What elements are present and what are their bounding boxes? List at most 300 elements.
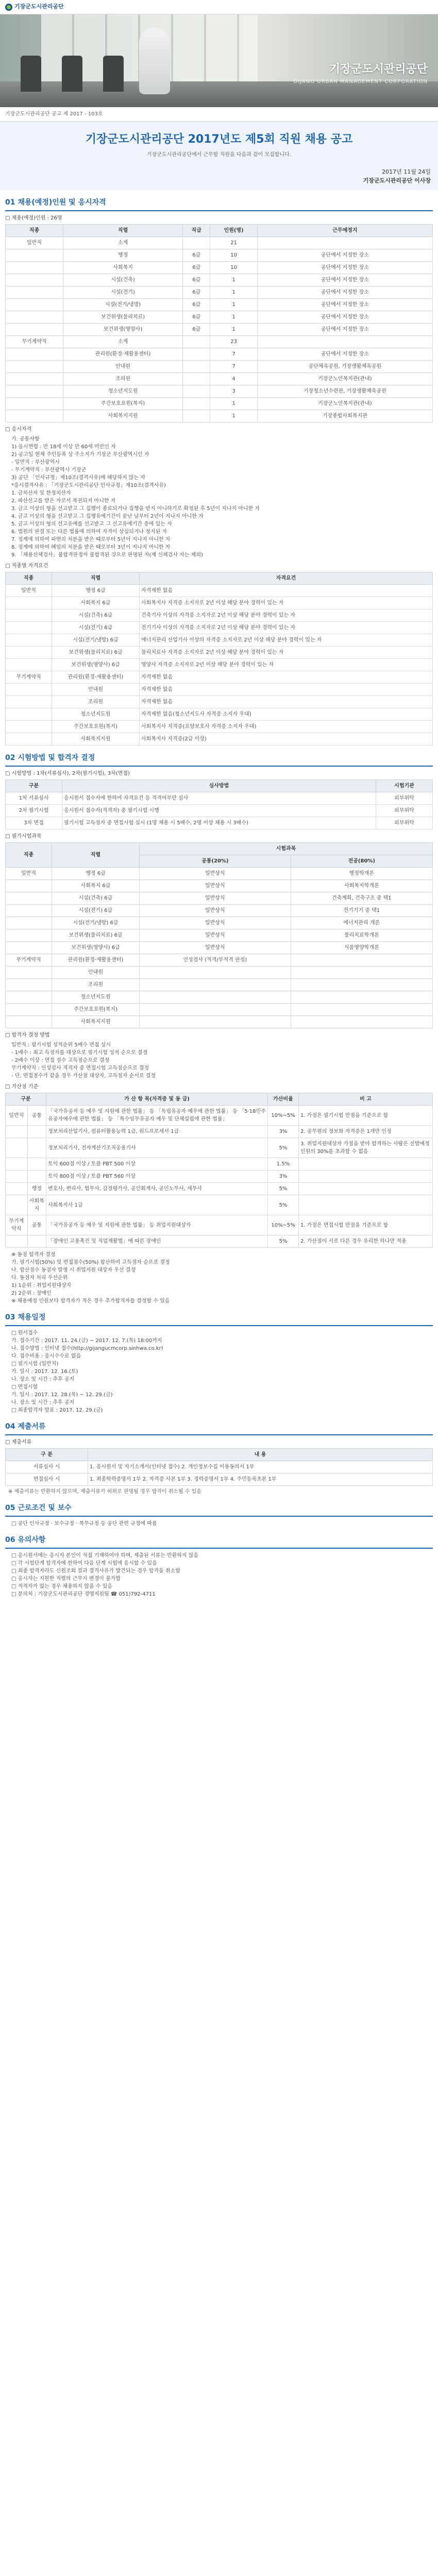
table-header-row <box>6 572 433 585</box>
section-subtitle: □ 제출서류 <box>5 1438 433 1446</box>
list-item: 가. 일시 : 2017. 12. 28.(목) ~ 12. 29.(금) <box>11 1392 113 1398</box>
table-cell: 5% <box>268 1138 299 1158</box>
section-title: 02 시험방법 및 합격자 결정 <box>5 753 433 767</box>
table-cell: 7 <box>210 348 257 361</box>
table-cell: 「국가유공자 등 예우 및 지원에 관한 법률」 등 「독립유공자 예우에 관한 법률」 등 「5·18민주유공자예우에 관한 법률」 등 「특수임무유공자 예우 및 단체설립에 관한 법률」 <box>46 1106 268 1126</box>
table-cell <box>183 398 210 410</box>
table-row <box>6 597 433 609</box>
table-cell: 시설(건축) 6급 <box>52 609 140 622</box>
hero-banner <box>0 14 438 107</box>
table-cell <box>183 336 210 348</box>
list-item: 나. 합산점수 동점자 발생 시 취업지원 대상자 우선 결정 <box>11 1267 136 1273</box>
table-cell <box>291 979 432 991</box>
section-title: 06 유의사항 <box>5 1535 433 1549</box>
table-cell: 관리원(환경·재활용센터) <box>52 954 140 967</box>
table-cell: 관리원(환경·재활용센터) <box>52 671 140 684</box>
table-cell: 행정 6급 <box>52 868 140 880</box>
table-cell: 사회복지학개론 <box>291 880 432 892</box>
logo-icon <box>5 4 12 11</box>
table-row <box>6 696 433 708</box>
table-cell: 1차 서류심사 <box>6 792 62 805</box>
notice-org: 기장군도시관리공단 이사장 <box>363 177 431 184</box>
table-cell: 인성검사 (적격/부적격 판정) <box>140 954 291 967</box>
table-cell <box>6 1016 52 1028</box>
list-item: - 1배수 : 최고 득점자를 대상으로 필기시험 성적 순으로 결정 <box>11 1050 148 1056</box>
table-cell <box>6 733 52 745</box>
table-row <box>6 1126 433 1138</box>
table-cell <box>183 237 210 249</box>
table-cell: 공단에서 지정한 장소 <box>257 274 432 286</box>
table-cell <box>183 348 210 361</box>
table-row <box>6 792 433 805</box>
section-title: 03 채용일정 <box>5 1312 433 1326</box>
table-row <box>6 361 433 373</box>
logo[interactable] <box>5 3 64 11</box>
table-cell <box>27 1158 46 1171</box>
date-block <box>0 164 438 190</box>
table-row <box>6 805 433 817</box>
table-cell <box>6 324 63 336</box>
table-row <box>6 671 433 684</box>
table-cell <box>6 398 63 410</box>
list-item: □ 최종합격자 발표 : 2017. 12. 29.(금) <box>11 1408 103 1413</box>
list-item: □ 문의처 : 기장군도시관리공단 경영지원팀 ☎ 051)792-4711 <box>11 1591 156 1597</box>
list-item: 6. 법원의 판결 또는 다른 법률에 의하여 자격이 상실되거나 정지된 자 <box>11 529 167 535</box>
section-subtitle: □ 시험방법 : 1차(서류심사), 2차(필기시험), 3차(면접) <box>5 770 433 777</box>
list-item: - 일반직 : 부산광역시 <box>11 460 60 465</box>
table-cell <box>27 1235 46 1248</box>
table-cell: 일반상식 <box>140 880 291 892</box>
table-header: 구분 <box>6 1093 46 1106</box>
table-cell <box>6 622 52 634</box>
table-cell: 소계 <box>63 237 183 249</box>
table-cell <box>6 929 52 942</box>
table-cell <box>183 385 210 398</box>
table-cell: 공단체육공원, 기장생활체육공원 <box>257 361 432 373</box>
table-cell: 면접심사 시 <box>6 1473 88 1486</box>
table-cell: 정보처리산업기사, 컴퓨터활용능력 1급, 워드프로세서 1급 <box>46 1126 268 1138</box>
table-cell <box>6 1171 28 1183</box>
table-cell: 공통 <box>27 1215 46 1235</box>
list-item: - 2배수 이상 : 면접 점수 고득점순으로 결정 <box>11 1058 110 1063</box>
table-row <box>6 1106 433 1126</box>
table-cell <box>291 1004 432 1016</box>
table-cell: 일반상식 <box>140 917 291 929</box>
table-row <box>6 1215 433 1235</box>
list-item: 3. 금고 이상의 형을 선고받고 그 집행이 종료되거나 집행을 받지 아니하기로 확정된 후 5년이 지나지 아니한 자 <box>11 506 260 512</box>
table-cell: 보건위생(물리치료) 6급 <box>52 929 140 942</box>
list-item: □ 최종 합격자라도 신원조회 결과 결격사유가 발견되는 경우 합격을 취소함 <box>11 1568 180 1574</box>
table-cell: 사회복지지원 <box>63 410 183 422</box>
conditions-list <box>5 1520 433 1528</box>
table-cell <box>27 1171 46 1183</box>
table-row <box>6 262 433 274</box>
table-cell: 시설(전기/냉방) 6급 <box>52 634 140 647</box>
table-cell: 공단에서 지정한 장소 <box>257 299 432 311</box>
list-item: 2) 2순위 : 장애인 <box>11 1291 52 1296</box>
table-cell: 전기기기 중 택1 <box>291 905 432 917</box>
table-cell: 청소년지도원 <box>52 991 140 1004</box>
table-header: 직급 <box>183 225 210 237</box>
table-cell: 시설(건축) 6급 <box>52 892 140 905</box>
table-cell: 사회복지사 자격증(요양보호사 자격증 소지자 우대) <box>140 721 433 733</box>
table-cell: 「국가유공자 등 예우 및 지원에 관한 법률」 등 취업지원대상자 <box>46 1215 268 1235</box>
table-cell: 6급 <box>183 274 210 286</box>
table-row <box>6 609 433 622</box>
table-cell: 공통 <box>27 1106 46 1126</box>
list-item: □ 공단 인사규정 · 보수규정 · 복무규정 등 공단 관련 규정에 따름 <box>11 1521 157 1527</box>
table-row <box>6 299 433 311</box>
table-cell <box>6 361 63 373</box>
table-cell: 3% <box>268 1126 299 1138</box>
table-row <box>6 1171 433 1183</box>
list-item: 2. 파산선고를 받은 자로서 복권되지 아니한 자 <box>11 498 116 504</box>
table-cell: 전기기사 이상의 자격증 소지자로 2년 이상 해당 분야 경력이 있는 자 <box>140 622 433 634</box>
table-cell: 기장종합사회복지관 <box>257 410 432 422</box>
list-item: 나. 장소 및 시간 : 추후 공지 <box>11 1377 75 1382</box>
list-item: 5. 금고 이상의 형의 선고유예를 선고받고 그 선고유예기간 중에 있는 자 <box>11 521 172 527</box>
table-header-row <box>6 1093 433 1106</box>
table-cell <box>6 1004 52 1016</box>
table-header-row <box>6 1449 433 1461</box>
table-cell: 자격제한 없음 <box>140 585 433 597</box>
table-row <box>6 1461 433 1473</box>
table-cell: 기장군노인복지관(관내) <box>257 373 432 385</box>
table-cell: 1.5% <box>268 1158 299 1171</box>
table-cell: 1 <box>210 398 257 410</box>
table-cell: 일반직 <box>6 585 52 597</box>
table-cell <box>6 597 52 609</box>
table-row <box>6 979 433 991</box>
list-item: □ 필기시험 (일반직) <box>11 1361 59 1367</box>
table-cell: 주간보호요원(복지) <box>52 721 140 733</box>
table-cell: 시설(전기) 6급 <box>52 622 140 634</box>
table-cell <box>6 659 52 671</box>
banner-subtitle: GIJANG URBAN MANAGEMENT CORPORATION <box>293 79 428 84</box>
table-cell: 1 <box>210 410 257 422</box>
table-cell: 토익 800점 이상 / 토플 PBT 560 이상 <box>46 1171 268 1183</box>
cautions-list <box>5 1552 433 1598</box>
table-cell: 사회복지지원 <box>52 733 140 745</box>
table-cell <box>299 1195 433 1215</box>
table-cell <box>6 373 63 385</box>
table-cell: 일반직 <box>6 1106 28 1126</box>
table-cell <box>299 1183 433 1195</box>
table-cell: 3. 취업지원대상자 가점을 받아 합격하는 사람은 선발예정 인원의 30%를 초과할 수 없음 <box>299 1138 433 1158</box>
table-cell <box>6 892 52 905</box>
table-cell: 기장청소년수련관, 기장생활체육공원 <box>257 385 432 398</box>
table-cell: 사회복지 6급 <box>52 880 140 892</box>
table-cell: 6급 <box>183 262 210 274</box>
table-cell <box>6 1138 28 1158</box>
list-item: □ 응시자는 지원한 직렬의 근무지 변경이 불가함 <box>11 1576 121 1582</box>
table-cell: 에너지관리 산업기사 이상의 자격증 소지자로 2년 이상 해당 분야 경력이 있는 자 <box>140 634 433 647</box>
table-cell: 응시원서 접수자에 한하여 자격요건 등 적격여부만 심사 <box>62 792 376 805</box>
table-row <box>6 659 433 671</box>
pass-list <box>5 1041 433 1080</box>
pass-subtitle: □ 합격자 결정 방법 <box>5 1031 433 1039</box>
table-cell: 서류심사 시 <box>6 1461 88 1473</box>
table-cell <box>140 991 291 1004</box>
notice-date: 2017년 11월 24일 <box>382 168 431 175</box>
table-cell <box>140 1016 291 1028</box>
table-cell: 소계 <box>63 336 183 348</box>
table-cell: 5% <box>268 1195 299 1215</box>
table-row <box>6 929 433 942</box>
section-title: 05 근로조건 및 보수 <box>5 1503 433 1517</box>
table-header: 직종 <box>6 225 63 237</box>
table-cell: 사회복지 <box>27 1195 46 1215</box>
table-header: 비 고 <box>299 1093 433 1106</box>
table-cell: 청소년지도원 <box>63 385 183 398</box>
table-cell: 조리원 <box>63 373 183 385</box>
table-row <box>6 634 433 647</box>
table-cell: 일반상식 <box>140 868 291 880</box>
banner-title: 기장군도시관리공단 <box>329 63 428 76</box>
section-documents <box>0 1421 438 1496</box>
table-row <box>6 274 433 286</box>
table-row <box>6 942 433 954</box>
table-cell <box>291 954 432 967</box>
table-cell: 5% <box>268 1183 299 1195</box>
table-cell <box>6 991 52 1004</box>
section-title: 01 채용(예정)인원 및 응시자격 <box>5 197 433 211</box>
table-cell <box>6 249 63 262</box>
table-cell <box>291 1016 432 1028</box>
table-cell <box>6 385 63 398</box>
table-cell <box>6 684 52 696</box>
table-header-row <box>6 843 433 855</box>
table-header: 심사방법 <box>62 780 376 792</box>
table-cell: 5% <box>268 1235 299 1248</box>
list-item: 4. 금고 이상의 형을 선고받고 그 집행유예기간이 끝난 날부터 2년이 지나지 아니한 자 <box>11 514 204 519</box>
table-cell: 1 <box>210 311 257 324</box>
bonus-table <box>5 1093 433 1248</box>
table-cell: 시설(전기/냉방) <box>63 299 183 311</box>
list-item: 가. 접수기간 : 2017. 11. 24.(금) ~ 2017. 12. 7.(목) 18:00까지 <box>11 1338 162 1344</box>
table-row <box>6 336 433 348</box>
table-cell: 10%~5% <box>268 1215 299 1235</box>
table-cell: 외부위탁 <box>376 792 433 805</box>
list-item: 1) 1순위 : 취업지원대상자 <box>11 1283 72 1289</box>
section-selection <box>0 753 438 1305</box>
table-cell: 1. 가점은 면접시험 만점을 기준으로 함 <box>299 1215 433 1235</box>
table-header: 직종 <box>6 572 52 585</box>
table-cell: 공단에서 지정한 장소 <box>257 262 432 274</box>
section-title: 04 제출서류 <box>5 1421 433 1435</box>
table-cell <box>299 1171 433 1183</box>
table-cell: 필기시험 고득점자 중 면접시험 실시 (1명 채용 시 5배수, 2명 이상 채용 시 3배수) <box>62 817 376 829</box>
table-row <box>6 892 433 905</box>
table-header: 시험과목 <box>140 843 433 855</box>
table-row <box>6 1195 433 1215</box>
list-item: 9. 「채용신체검사」불합격판정자 불합격된 것으로 판명된 자(재 신체검사 자는 제외) <box>11 552 203 558</box>
table-cell <box>6 1195 28 1215</box>
list-item: □ 각 시험단계 합격자에 한하여 다음 단계 시험에 응시할 수 있음 <box>11 1561 157 1566</box>
table-cell <box>6 979 52 991</box>
table-header-row <box>6 225 433 237</box>
table-row <box>6 954 433 967</box>
table-cell <box>27 1138 46 1158</box>
section-schedule <box>0 1312 438 1414</box>
table-cell <box>6 311 63 324</box>
topbar <box>0 0 438 14</box>
table-cell: 보건위생(영양사) <box>63 324 183 336</box>
table-cell: 조리원 <box>52 979 140 991</box>
table-cell: 1 <box>210 286 257 299</box>
bonus-subtitle: □ 가산점 기준 <box>5 1083 433 1091</box>
table-row <box>6 1183 433 1195</box>
table-row <box>6 991 433 1004</box>
table-row <box>6 708 433 721</box>
qualification-list <box>5 435 433 559</box>
table-cell <box>27 1126 46 1138</box>
table-row <box>6 1016 433 1028</box>
table-cell: 행정 <box>63 249 183 262</box>
section-cautions <box>0 1535 438 1598</box>
banner-title-block <box>294 61 428 86</box>
table-cell: 시설(전기/냉방) 6급 <box>52 917 140 929</box>
list-item: 나. 장소 및 시간 : 추후 공지 <box>11 1400 75 1405</box>
table-cell <box>299 1158 433 1171</box>
table-cell: 2. 가산점이 서로 다른 경우 유리한 하나만 적용 <box>299 1235 433 1248</box>
table-cell: 조리원 <box>52 696 140 708</box>
table-cell: 행정학개론 <box>291 868 432 880</box>
table-header: 인원(명) <box>210 225 257 237</box>
table-cell <box>6 348 63 361</box>
table-cell: 6급 <box>183 311 210 324</box>
table-cell: 변호사, 변리사, 법무사, 감정평가사, 공인회계사, 공인노무사, 세무사 <box>46 1183 268 1195</box>
table-cell: 3차 면접 <box>6 817 62 829</box>
table-row <box>6 868 433 880</box>
table-cell <box>6 647 52 659</box>
subject-subtitle: □ 필기시험과목 <box>5 833 433 840</box>
table-cell: 물리치료학개론 <box>291 929 432 942</box>
table-cell: 2차 필기시험 <box>6 805 62 817</box>
table-cell: 토익 600점 이상 / 토플 PBT 500 이상 <box>46 1158 268 1171</box>
list-item: □ 원서접수 <box>11 1330 38 1336</box>
table-cell <box>183 361 210 373</box>
table-row <box>6 410 433 422</box>
list-item: 다. 접수비용 : 응시수수료 없음 <box>11 1353 81 1359</box>
table-header: 근무예정지 <box>257 225 432 237</box>
table-cell: 기장군노인복지관(관내) <box>257 398 432 410</box>
table-cell: 관리원(환경·재활용센터) <box>63 348 183 361</box>
section-conditions <box>0 1503 438 1528</box>
list-item: 7. 징계에 의하여 파면의 처분을 받은 때로부터 5년이 지나지 아니한 자 <box>11 537 171 543</box>
list-item: 2) 공고일 현재 주민등록 상 주소지가 기장군 부산광역시인 자 <box>11 452 149 457</box>
table-row <box>6 622 433 634</box>
table-cell: 1. 응시원서 및 자기소개서(인터넷 접수) 2. 개인정보수집 이용동의서 1부 <box>88 1461 433 1473</box>
list-item: □ 적격자가 없는 경우 채용하지 않을 수 있음 <box>11 1584 112 1589</box>
table-cell: 사회복지사 자격증 소지자로 2년 이상 해당 분야 경력이 있는 자 <box>140 597 433 609</box>
table-cell <box>6 262 63 274</box>
table-cell: 21 <box>210 237 257 249</box>
table-cell: 사회복지 6급 <box>52 597 140 609</box>
table-row <box>6 1473 433 1486</box>
table-header: 내 용 <box>88 1449 433 1461</box>
table-cell: 응시원서 접수자(적격자) 중 필기시험 시행 <box>62 805 376 817</box>
list-item: 가. 일시 : 2017. 12. 16.(토) <box>11 1369 78 1375</box>
table-cell: 주간보호요원(복지) <box>63 398 183 410</box>
table-cell <box>257 336 432 348</box>
table-cell: 자격제한 없음 <box>140 696 433 708</box>
table-cell: 건축계획, 건축구조 중 택1 <box>291 892 432 905</box>
table-cell: 사회복지사 1급 <box>46 1195 268 1215</box>
table-row <box>6 917 433 929</box>
list-item: 1. 금치산자 및 한정치산자 <box>11 490 71 496</box>
list-item: 나. 접수방법 : 인터넷 접수(http://gijangucmcorp.sinhwa.co.kr) <box>11 1346 163 1351</box>
table-cell <box>6 634 52 647</box>
table-cell: 공단에서 지정한 장소 <box>257 286 432 299</box>
table-row <box>6 373 433 385</box>
table-cell: 일반직 <box>6 868 52 880</box>
table-cell: 6급 <box>183 299 210 311</box>
table-cell: 공단에서 지정한 장소 <box>257 348 432 361</box>
table-cell: 에너지관리 개론 <box>291 917 432 929</box>
table-cell: 자격제한 없음(청소년지도사 자격증 소지자 우대) <box>140 708 433 721</box>
table-cell: 보건위생(물리치료) <box>63 311 183 324</box>
table-cell: 「장애인 고용촉진 및 직업재활법」에 따른 장애인 <box>46 1235 268 1248</box>
table-header: 가 산 항 목(자격증 및 동 급) <box>46 1093 268 1106</box>
table-row <box>6 1138 433 1158</box>
table-cell: 시설(건축) <box>63 274 183 286</box>
table-cell: 2. 공무원의 정보화 자격증은 1개만 인정 <box>299 1126 433 1138</box>
table-cell <box>6 1126 28 1138</box>
table-cell: 자격제한 없음 <box>140 671 433 684</box>
requirement-table <box>5 572 433 745</box>
table-cell: 무기계약직 <box>6 954 52 967</box>
list-item: *응시결격사유 : 「기장군도시관리공단 인사규정」제10조(결격사유) <box>11 483 166 488</box>
table-row <box>6 684 433 696</box>
table-cell: 무기계약직 <box>6 336 63 348</box>
table-row <box>6 905 433 917</box>
documents-table <box>5 1448 433 1486</box>
table-cell: 사회복지지원 <box>52 1016 140 1028</box>
list-item: □ 면접시험 <box>11 1384 38 1390</box>
logo-text: 기장군도시관리공단 <box>14 3 64 10</box>
table-header: 전공(80%) <box>291 855 432 868</box>
table-cell <box>6 1183 28 1195</box>
list-item: - 무기계약직 : 부산광역시 기장군 <box>11 467 87 473</box>
table-cell: 일반상식 <box>140 905 291 917</box>
table-header: 구분 <box>6 780 62 792</box>
banner-person-image <box>139 27 170 94</box>
table-cell: 시설(전기) <box>63 286 183 299</box>
table-cell: 보건위생(물리치료) 6급 <box>52 647 140 659</box>
list-item: □ 응시원서에는 응시자 본인이 직접 기재하여야 하며, 제출된 서류는 반환하지 않음 <box>11 1553 199 1558</box>
table-cell: 1 <box>210 299 257 311</box>
table-row <box>6 348 433 361</box>
table-row <box>6 585 433 597</box>
page-intro: 기장군도시관리공단에서 근무할 직원을 다음과 같이 모집합니다. <box>147 152 291 158</box>
table-cell <box>6 708 52 721</box>
section-quotas <box>0 197 438 745</box>
list-item: 3) 공단 「인사규정」제10조(결격사유)에 해당하지 않는 자 <box>11 475 145 481</box>
list-item: 무기계약직 : 인성검사 적격자 중 면접시험 고득점순으로 결정 <box>11 1065 149 1071</box>
table-cell: 영양사 자격증 소지자로 2년 이상 해당 분야 경력이 있는 자 <box>140 659 433 671</box>
table-header: 시험기관 <box>376 780 433 792</box>
table-cell: 7 <box>210 361 257 373</box>
banner-machine-icon <box>103 56 124 92</box>
table-cell: 1. 가점은 필기시험 만점을 기준으로 함 <box>299 1106 433 1126</box>
list-item: - 단, 면접점수가 같을 경우 가산점 대상자, 고득점자 순서로 결정 <box>11 1073 156 1079</box>
table-cell <box>140 967 291 979</box>
table-cell: 무기계약직 <box>6 671 52 684</box>
requirement-subtitle: □ 직종별 자격요건 <box>5 562 433 570</box>
table-cell <box>6 299 63 311</box>
table-cell <box>6 696 52 708</box>
